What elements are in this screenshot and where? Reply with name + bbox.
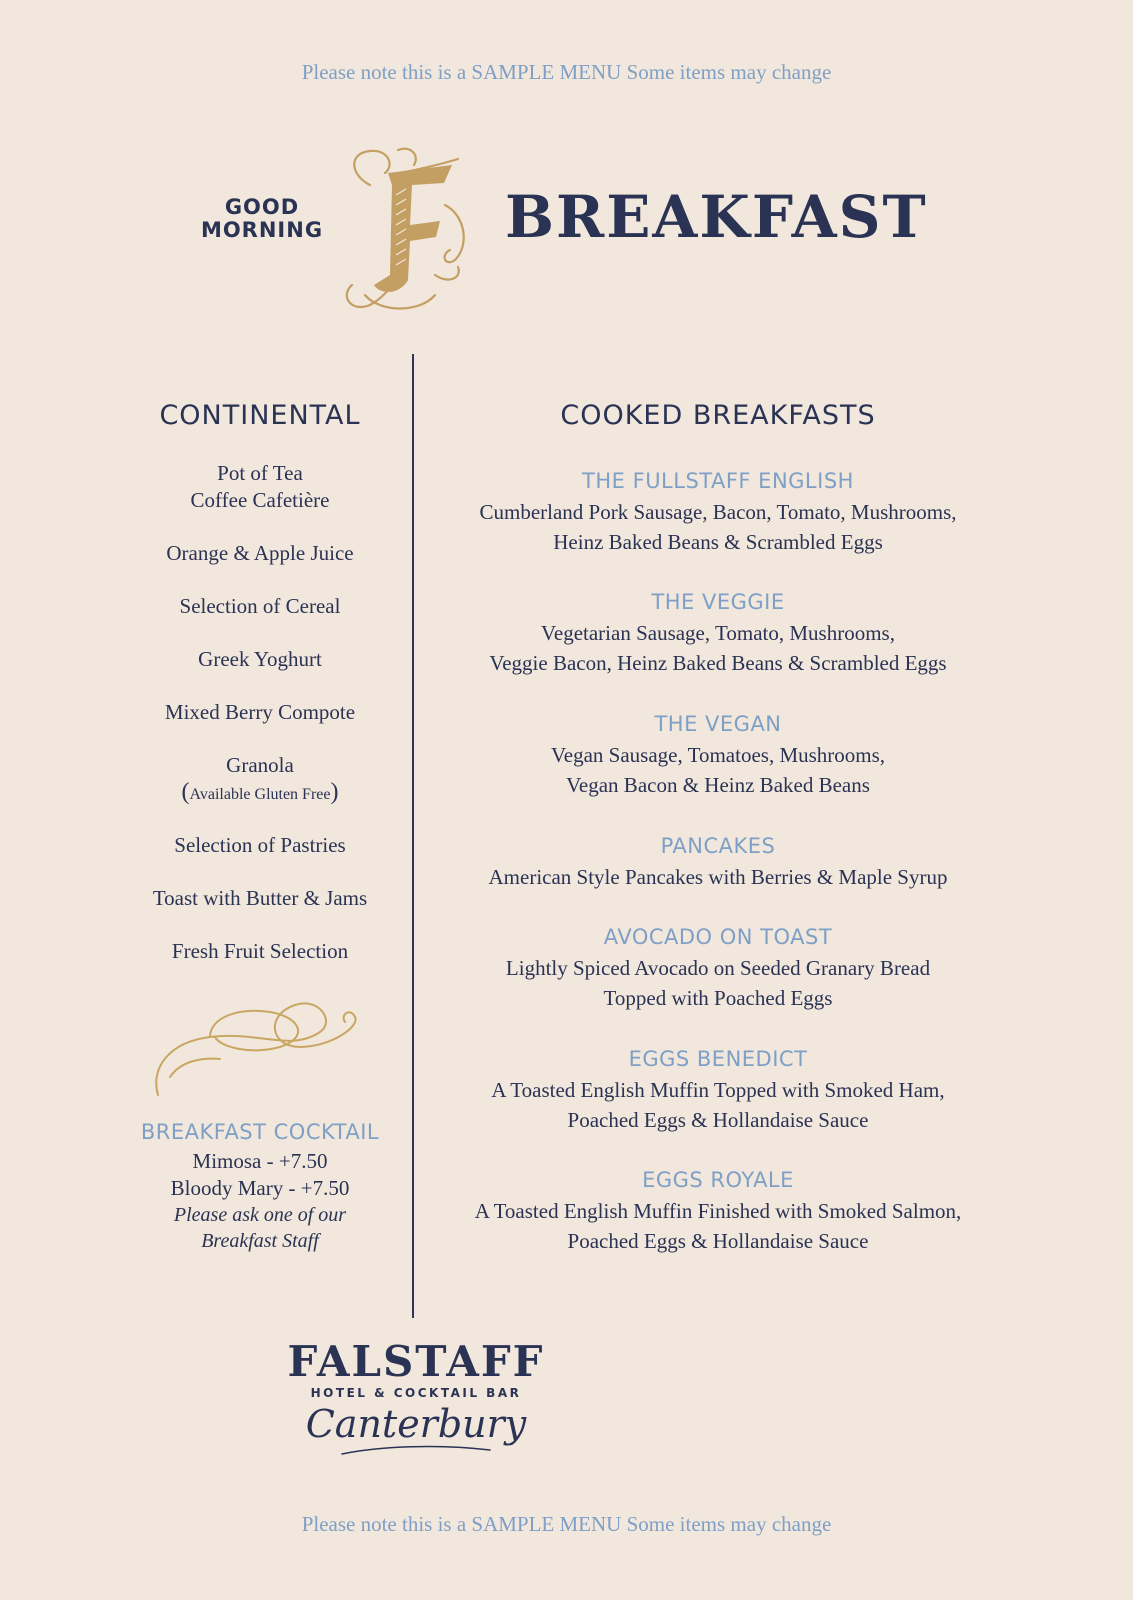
cocktail-item: Mimosa - +7.50	[192, 1149, 328, 1173]
dish-description-line: Topped with Poached Eggs	[603, 986, 833, 1010]
list-item	[110, 832, 410, 885]
flourish-ornament-icon	[150, 997, 370, 1102]
list-item	[110, 593, 410, 646]
sample-menu-notice-bottom: Please note this is a SAMPLE MENU Some items may change	[301, 1512, 832, 1536]
dish-name: AVOCADO ON TOAST	[603, 925, 833, 949]
greeting-line-2: MORNING	[200, 218, 324, 242]
brand-city: Canterbury	[305, 1402, 527, 1446]
dish-eggs-benedict	[428, 1045, 1008, 1135]
item-label: Granola	[226, 753, 294, 777]
item-label: Greek Yoghurt	[198, 647, 322, 671]
swash-underline-icon	[340, 1440, 500, 1460]
cocktail-note: Please ask one of our	[173, 1204, 347, 1226]
greeting	[192, 196, 332, 242]
breakfast-cocktail-heading: BREAKFAST COCKTAIL	[140, 1120, 380, 1144]
item-label: Selection of Cereal	[179, 594, 341, 618]
page-title: BREAKFAST	[505, 183, 928, 251]
dish-name: EGGS BENEDICT	[628, 1047, 808, 1071]
dish-description-line: Lightly Spiced Avocado on Seeded Granary Bread	[505, 956, 931, 980]
cooked-breakfasts-heading: COOKED BREAKFASTS	[560, 400, 876, 431]
dish-description	[428, 953, 1008, 1013]
item-note: (Available Gluten Free)	[181, 779, 339, 805]
dish-pancakes	[428, 832, 1008, 892]
list-item	[110, 752, 410, 832]
item-label: Mixed Berry Compote	[164, 700, 356, 724]
item-label: Orange & Apple Juice	[166, 541, 354, 565]
dish-fullstaff-english	[428, 467, 1008, 557]
list-item	[110, 646, 410, 699]
list-item	[110, 885, 410, 938]
list-item	[110, 699, 410, 752]
item-label: Fresh Fruit Selection	[171, 939, 349, 963]
monogram-letter: F	[409, 255, 411, 256]
dish-veggie	[428, 588, 1008, 678]
dish-description	[428, 1196, 1008, 1256]
dish-name: THE VEGGIE	[651, 590, 785, 614]
cocktail-note: Breakfast Staff	[201, 1230, 319, 1252]
dish-description	[428, 1075, 1008, 1135]
gluten-free-note: Available Gluten Free	[189, 786, 331, 803]
dish-description	[428, 740, 1008, 800]
dish-name: PANCAKES	[660, 834, 776, 858]
list-item	[110, 460, 410, 540]
column-divider	[412, 354, 414, 1318]
dish-description-line: Veggie Bacon, Heinz Baked Beans & Scrambled Eggs	[489, 651, 947, 675]
dish-vegan	[428, 710, 1008, 800]
dish-description-line: Vegetarian Sausage, Tomato, Mushrooms,	[541, 621, 895, 645]
dish-description-line: American Style Pancakes with Berries & Maple Syrup	[488, 865, 948, 889]
item-label: Toast with Butter & Jams	[152, 886, 368, 910]
cocktail-item: Bloody Mary - +7.50	[170, 1176, 350, 1200]
sample-menu-notice-top: Please note this is a SAMPLE MENU Some items may change	[301, 60, 832, 84]
dish-description-line: Poached Eggs & Hollandaise Sauce	[567, 1108, 869, 1132]
continental-heading: CONTINENTAL	[159, 400, 361, 431]
dish-name: EGGS ROYALE	[642, 1168, 794, 1192]
dish-description-line: Cumberland Pork Sausage, Bacon, Tomato, Mushrooms,	[479, 500, 957, 524]
dish-description	[428, 862, 1008, 892]
item-label: Coffee Cafetière	[190, 488, 330, 512]
dish-eggs-royale	[428, 1166, 1008, 1256]
brand-subtitle: HOTEL & COCKTAIL BAR	[310, 1386, 522, 1400]
dish-description	[428, 497, 1008, 557]
dish-description-line: A Toasted English Muffin Finished with Smoked Salmon,	[474, 1199, 962, 1223]
dish-description-line: Poached Eggs & Hollandaise Sauce	[567, 1229, 869, 1253]
dish-description-line: Heinz Baked Beans & Scrambled Eggs	[553, 530, 883, 554]
dish-name: THE FULLSTAFF ENGLISH	[582, 469, 854, 493]
item-label: Selection of Pastries	[174, 833, 346, 857]
brand-name: FALSTAFF	[287, 1337, 545, 1386]
continental-list	[110, 460, 410, 991]
greeting-line-1: GOOD	[224, 195, 300, 219]
item-label: Pot of Tea	[217, 461, 303, 485]
breakfast-cocktail-details	[110, 1148, 410, 1254]
dish-description-line: Vegan Sausage, Tomatoes, Mushrooms,	[550, 743, 886, 767]
dish-avocado-on-toast	[428, 923, 1008, 1013]
list-item	[110, 540, 410, 593]
dish-description-line: A Toasted English Muffin Topped with Smoked Ham,	[491, 1078, 945, 1102]
dish-description	[428, 618, 1008, 678]
dish-name: THE VEGAN	[654, 712, 782, 736]
monogram-logo-icon	[340, 145, 480, 315]
dish-description-line: Vegan Bacon & Heinz Baked Beans	[566, 773, 870, 797]
brand-logo	[276, 1337, 556, 1446]
list-item	[110, 938, 410, 991]
